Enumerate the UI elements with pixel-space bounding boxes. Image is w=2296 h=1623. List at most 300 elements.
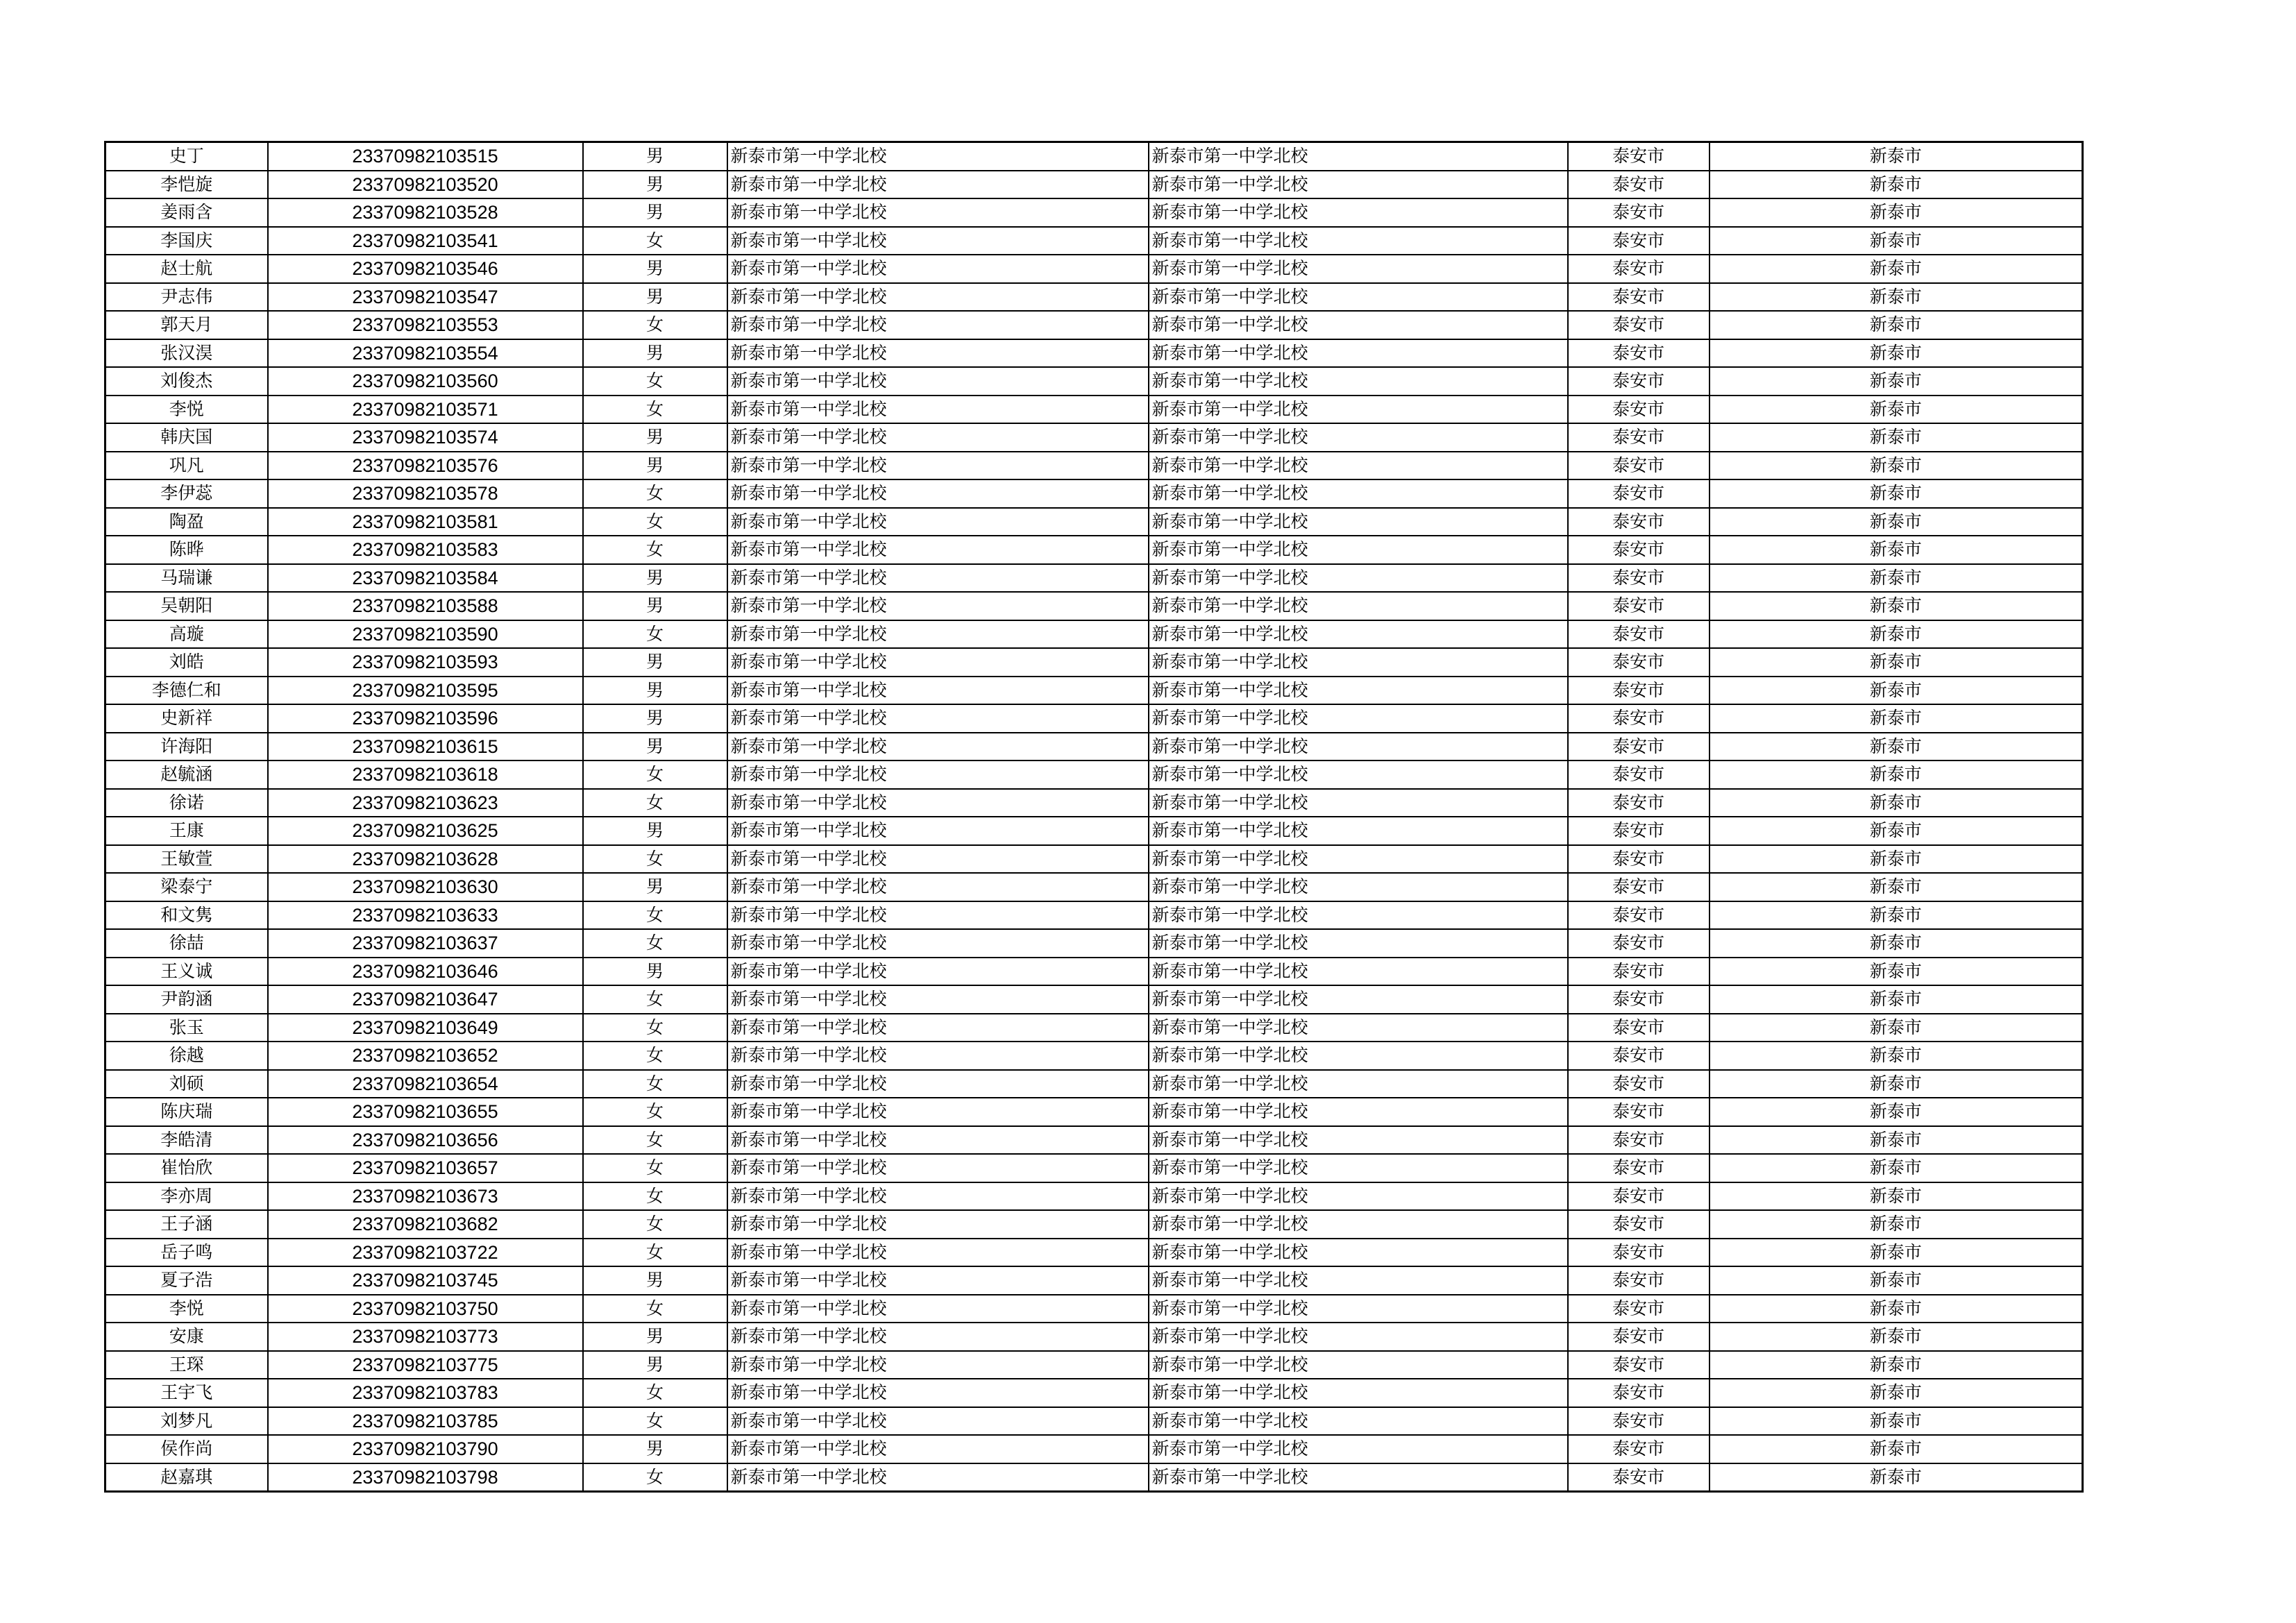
gender-cell: 男 [583,733,727,761]
exam-number-cell: 23370982103722 [268,1239,583,1267]
exam-site-cell: 新泰市第一中学北校 [1149,1407,1568,1436]
exam-site-cell: 新泰市第一中学北校 [1149,1070,1568,1098]
exam-site-cell: 新泰市第一中学北校 [1149,1154,1568,1182]
city-cell: 泰安市 [1568,1463,1710,1492]
exam-site-cell: 新泰市第一中学北校 [1149,452,1568,480]
table-row [105,901,2083,930]
table-row [105,564,2083,593]
county-cell: 新泰市 [1710,929,2083,958]
student-name-cell: 赵士航 [105,255,268,283]
student-name-cell: 王子涵 [105,1210,268,1239]
exam-number-cell: 23370982103630 [268,873,583,901]
gender-cell: 女 [583,1407,727,1436]
gender-cell: 女 [583,1070,727,1098]
exam-number-cell: 23370982103785 [268,1407,583,1436]
table-row [105,1463,2083,1492]
exam-number-cell: 23370982103618 [268,760,583,789]
table-row [105,817,2083,845]
exam-number-cell: 23370982103581 [268,508,583,536]
table-row [105,1182,2083,1211]
city-cell: 泰安市 [1568,452,1710,480]
city-cell: 泰安市 [1568,901,1710,930]
exam-number-cell: 23370982103584 [268,564,583,593]
school-cell: 新泰市第一中学北校 [727,929,1149,958]
exam-site-cell: 新泰市第一中学北校 [1149,929,1568,958]
exam-number-cell: 23370982103637 [268,929,583,958]
exam-site-cell: 新泰市第一中学北校 [1149,536,1568,564]
school-cell: 新泰市第一中学北校 [727,1463,1149,1492]
school-cell: 新泰市第一中学北校 [727,1435,1149,1463]
gender-cell: 女 [583,1182,727,1211]
gender-cell: 男 [583,452,727,480]
city-cell: 泰安市 [1568,873,1710,901]
table-row [105,1014,2083,1042]
exam-number-cell: 23370982103656 [268,1126,583,1155]
exam-number-cell: 23370982103654 [268,1070,583,1098]
county-cell: 新泰市 [1710,648,2083,677]
county-cell: 新泰市 [1710,620,2083,649]
exam-site-cell: 新泰市第一中学北校 [1149,1463,1568,1492]
school-cell: 新泰市第一中学北校 [727,1154,1149,1182]
table-row [105,929,2083,958]
exam-number-cell: 23370982103682 [268,1210,583,1239]
gender-cell: 男 [583,283,727,312]
exam-number-cell: 23370982103625 [268,817,583,845]
gender-cell: 男 [583,873,727,901]
table-row [105,423,2083,452]
exam-site-cell: 新泰市第一中学北校 [1149,1323,1568,1351]
gender-cell: 男 [583,255,727,283]
school-cell: 新泰市第一中学北校 [727,536,1149,564]
table-row [105,1042,2083,1070]
table-row [105,1154,2083,1182]
city-cell: 泰安市 [1568,339,1710,368]
city-cell: 泰安市 [1568,1182,1710,1211]
county-cell: 新泰市 [1710,479,2083,508]
exam-site-cell: 新泰市第一中学北校 [1149,171,1568,199]
county-cell: 新泰市 [1710,704,2083,733]
school-cell: 新泰市第一中学北校 [727,1323,1149,1351]
school-cell: 新泰市第一中学北校 [727,901,1149,930]
county-cell: 新泰市 [1710,339,2083,368]
city-cell: 泰安市 [1568,1014,1710,1042]
gender-cell: 女 [583,367,727,396]
student-name-cell: 李悦 [105,1295,268,1323]
school-cell: 新泰市第一中学北校 [727,620,1149,649]
table-row [105,452,2083,480]
county-cell: 新泰市 [1710,367,2083,396]
table-row [105,198,2083,227]
city-cell: 泰安市 [1568,1266,1710,1295]
table-row [105,1435,2083,1463]
table-row [105,367,2083,396]
student-name-cell: 吴朝阳 [105,592,268,620]
school-cell: 新泰市第一中学北校 [727,704,1149,733]
city-cell: 泰安市 [1568,1435,1710,1463]
school-cell: 新泰市第一中学北校 [727,171,1149,199]
city-cell: 泰安市 [1568,367,1710,396]
table-row [105,1295,2083,1323]
school-cell: 新泰市第一中学北校 [727,311,1149,339]
student-name-cell: 陶盈 [105,508,268,536]
city-cell: 泰安市 [1568,845,1710,874]
student-name-cell: 巩凡 [105,452,268,480]
table-row [105,1070,2083,1098]
table-row [105,255,2083,283]
school-cell: 新泰市第一中学北校 [727,1379,1149,1407]
school-cell: 新泰市第一中学北校 [727,479,1149,508]
school-cell: 新泰市第一中学北校 [727,1351,1149,1379]
exam-site-cell: 新泰市第一中学北校 [1149,423,1568,452]
exam-number-cell: 23370982103628 [268,845,583,874]
gender-cell: 女 [583,789,727,817]
student-name-cell: 许海阳 [105,733,268,761]
gender-cell: 男 [583,704,727,733]
city-cell: 泰安市 [1568,396,1710,424]
gender-cell: 男 [583,1266,727,1295]
school-cell: 新泰市第一中学北校 [727,1407,1149,1436]
exam-number-cell: 23370982103775 [268,1351,583,1379]
exam-number-cell: 23370982103571 [268,396,583,424]
table-row [105,985,2083,1014]
city-cell: 泰安市 [1568,704,1710,733]
county-cell: 新泰市 [1710,396,2083,424]
county-cell: 新泰市 [1710,1154,2083,1182]
table-row [105,958,2083,986]
city-cell: 泰安市 [1568,1042,1710,1070]
county-cell: 新泰市 [1710,1126,2083,1155]
table-row [105,283,2083,312]
county-cell: 新泰市 [1710,255,2083,283]
exam-number-cell: 23370982103798 [268,1463,583,1492]
table-row [105,1266,2083,1295]
county-cell: 新泰市 [1710,789,2083,817]
exam-number-cell: 23370982103528 [268,198,583,227]
exam-number-cell: 23370982103553 [268,311,583,339]
student-name-cell: 徐诺 [105,789,268,817]
exam-site-cell: 新泰市第一中学北校 [1149,985,1568,1014]
gender-cell: 女 [583,1126,727,1155]
exam-site-cell: 新泰市第一中学北校 [1149,677,1568,705]
student-name-cell: 李伊蕊 [105,479,268,508]
city-cell: 泰安市 [1568,1295,1710,1323]
county-cell: 新泰市 [1710,1014,2083,1042]
school-cell: 新泰市第一中学北校 [727,283,1149,312]
student-name-cell: 史新祥 [105,704,268,733]
student-name-cell: 李恺旋 [105,171,268,199]
city-cell: 泰安市 [1568,311,1710,339]
exam-number-cell: 23370982103652 [268,1042,583,1070]
school-cell: 新泰市第一中学北校 [727,648,1149,677]
school-cell: 新泰市第一中学北校 [727,873,1149,901]
gender-cell: 男 [583,648,727,677]
student-name-cell: 郭天月 [105,311,268,339]
school-cell: 新泰市第一中学北校 [727,452,1149,480]
table-row [105,1098,2083,1126]
table-row [105,1379,2083,1407]
county-cell: 新泰市 [1710,452,2083,480]
gender-cell: 女 [583,1463,727,1492]
student-name-cell: 刘梦凡 [105,1407,268,1436]
school-cell: 新泰市第一中学北校 [727,423,1149,452]
city-cell: 泰安市 [1568,760,1710,789]
school-cell: 新泰市第一中学北校 [727,255,1149,283]
city-cell: 泰安市 [1568,171,1710,199]
table-row [105,171,2083,199]
county-cell: 新泰市 [1710,283,2083,312]
city-cell: 泰安市 [1568,198,1710,227]
city-cell: 泰安市 [1568,1323,1710,1351]
exam-number-cell: 23370982103515 [268,142,583,171]
table-row [105,339,2083,368]
exam-site-cell: 新泰市第一中学北校 [1149,142,1568,171]
school-cell: 新泰市第一中学北校 [727,396,1149,424]
city-cell: 泰安市 [1568,1239,1710,1267]
city-cell: 泰安市 [1568,479,1710,508]
gender-cell: 男 [583,339,727,368]
gender-cell: 男 [583,423,727,452]
student-name-cell: 陈晔 [105,536,268,564]
student-name-cell: 李亦周 [105,1182,268,1211]
gender-cell: 女 [583,227,727,255]
school-cell: 新泰市第一中学北校 [727,677,1149,705]
student-name-cell: 王琛 [105,1351,268,1379]
city-cell: 泰安市 [1568,789,1710,817]
exam-number-cell: 23370982103590 [268,620,583,649]
student-name-cell: 徐喆 [105,929,268,958]
school-cell: 新泰市第一中学北校 [727,564,1149,593]
exam-site-cell: 新泰市第一中学北校 [1149,1266,1568,1295]
exam-number-cell: 23370982103750 [268,1295,583,1323]
exam-number-cell: 23370982103546 [268,255,583,283]
gender-cell: 女 [583,1014,727,1042]
table-row [105,142,2083,171]
county-cell: 新泰市 [1710,733,2083,761]
city-cell: 泰安市 [1568,817,1710,845]
table-row [105,648,2083,677]
city-cell: 泰安市 [1568,1379,1710,1407]
table-row [105,704,2083,733]
exam-number-cell: 23370982103574 [268,423,583,452]
gender-cell: 男 [583,592,727,620]
county-cell: 新泰市 [1710,1266,2083,1295]
exam-site-cell: 新泰市第一中学北校 [1149,283,1568,312]
exam-number-cell: 23370982103633 [268,901,583,930]
table-row [105,1239,2083,1267]
school-cell: 新泰市第一中学北校 [727,339,1149,368]
student-name-cell: 史丁 [105,142,268,171]
county-cell: 新泰市 [1710,1070,2083,1098]
student-name-cell: 张玉 [105,1014,268,1042]
table-row [105,1323,2083,1351]
exam-site-cell: 新泰市第一中学北校 [1149,311,1568,339]
student-name-cell: 高璇 [105,620,268,649]
exam-number-cell: 23370982103646 [268,958,583,986]
exam-site-cell: 新泰市第一中学北校 [1149,1014,1568,1042]
table-row [105,508,2083,536]
exam-number-cell: 23370982103595 [268,677,583,705]
county-cell: 新泰市 [1710,536,2083,564]
exam-site-cell: 新泰市第一中学北校 [1149,760,1568,789]
student-name-cell: 安康 [105,1323,268,1351]
exam-site-cell: 新泰市第一中学北校 [1149,1351,1568,1379]
table-row [105,620,2083,649]
exam-site-cell: 新泰市第一中学北校 [1149,845,1568,874]
gender-cell: 女 [583,901,727,930]
school-cell: 新泰市第一中学北校 [727,227,1149,255]
city-cell: 泰安市 [1568,648,1710,677]
student-name-cell: 赵嘉琪 [105,1463,268,1492]
exam-site-cell: 新泰市第一中学北校 [1149,873,1568,901]
exam-site-cell: 新泰市第一中学北校 [1149,733,1568,761]
exam-site-cell: 新泰市第一中学北校 [1149,958,1568,986]
roster-body [105,142,2083,1492]
school-cell: 新泰市第一中学北校 [727,1239,1149,1267]
table-row [105,227,2083,255]
county-cell: 新泰市 [1710,1351,2083,1379]
city-cell: 泰安市 [1568,958,1710,986]
exam-site-cell: 新泰市第一中学北校 [1149,508,1568,536]
school-cell: 新泰市第一中学北校 [727,1070,1149,1098]
exam-number-cell: 23370982103623 [268,789,583,817]
exam-number-cell: 23370982103647 [268,985,583,1014]
gender-cell: 女 [583,536,727,564]
student-name-cell: 王义诚 [105,958,268,986]
school-cell: 新泰市第一中学北校 [727,1210,1149,1239]
student-name-cell: 王康 [105,817,268,845]
gender-cell: 女 [583,311,727,339]
table-row [105,479,2083,508]
county-cell: 新泰市 [1710,592,2083,620]
exam-site-cell: 新泰市第一中学北校 [1149,901,1568,930]
exam-number-cell: 23370982103615 [268,733,583,761]
table-row [105,396,2083,424]
gender-cell: 男 [583,171,727,199]
school-cell: 新泰市第一中学北校 [727,817,1149,845]
exam-site-cell: 新泰市第一中学北校 [1149,592,1568,620]
student-name-cell: 刘硕 [105,1070,268,1098]
gender-cell: 男 [583,958,727,986]
exam-site-cell: 新泰市第一中学北校 [1149,396,1568,424]
gender-cell: 男 [583,198,727,227]
county-cell: 新泰市 [1710,1098,2083,1126]
table-row [105,789,2083,817]
exam-number-cell: 23370982103657 [268,1154,583,1182]
exam-number-cell: 23370982103596 [268,704,583,733]
student-name-cell: 刘俊杰 [105,367,268,396]
school-cell: 新泰市第一中学北校 [727,789,1149,817]
gender-cell: 男 [583,677,727,705]
county-cell: 新泰市 [1710,1210,2083,1239]
exam-number-cell: 23370982103588 [268,592,583,620]
school-cell: 新泰市第一中学北校 [727,198,1149,227]
city-cell: 泰安市 [1568,1351,1710,1379]
city-cell: 泰安市 [1568,423,1710,452]
student-name-cell: 梁泰宁 [105,873,268,901]
county-cell: 新泰市 [1710,1239,2083,1267]
gender-cell: 女 [583,479,727,508]
county-cell: 新泰市 [1710,1379,2083,1407]
exam-site-cell: 新泰市第一中学北校 [1149,1042,1568,1070]
county-cell: 新泰市 [1710,171,2083,199]
exam-number-cell: 23370982103554 [268,339,583,368]
gender-cell: 男 [583,1435,727,1463]
city-cell: 泰安市 [1568,1210,1710,1239]
exam-site-cell: 新泰市第一中学北校 [1149,227,1568,255]
exam-number-cell: 23370982103541 [268,227,583,255]
table-row [105,873,2083,901]
student-name-cell: 王宇飞 [105,1379,268,1407]
student-name-cell: 王敏萱 [105,845,268,874]
student-name-cell: 尹韵涵 [105,985,268,1014]
gender-cell: 女 [583,396,727,424]
student-name-cell: 赵毓涵 [105,760,268,789]
student-name-cell: 尹志伟 [105,283,268,312]
school-cell: 新泰市第一中学北校 [727,1266,1149,1295]
county-cell: 新泰市 [1710,760,2083,789]
table-row [105,1126,2083,1155]
county-cell: 新泰市 [1710,423,2083,452]
exam-site-cell: 新泰市第一中学北校 [1149,817,1568,845]
exam-site-cell: 新泰市第一中学北校 [1149,339,1568,368]
school-cell: 新泰市第一中学北校 [727,1182,1149,1211]
county-cell: 新泰市 [1710,873,2083,901]
student-name-cell: 和文隽 [105,901,268,930]
gender-cell: 男 [583,142,727,171]
school-cell: 新泰市第一中学北校 [727,733,1149,761]
student-name-cell: 张汉淏 [105,339,268,368]
student-name-cell: 李悦 [105,396,268,424]
table-row [105,733,2083,761]
city-cell: 泰安市 [1568,142,1710,171]
city-cell: 泰安市 [1568,508,1710,536]
city-cell: 泰安市 [1568,733,1710,761]
county-cell: 新泰市 [1710,198,2083,227]
exam-number-cell: 23370982103520 [268,171,583,199]
exam-number-cell: 23370982103593 [268,648,583,677]
exam-number-cell: 23370982103790 [268,1435,583,1463]
exam-site-cell: 新泰市第一中学北校 [1149,564,1568,593]
county-cell: 新泰市 [1710,817,2083,845]
student-name-cell: 韩庆国 [105,423,268,452]
gender-cell: 女 [583,1154,727,1182]
student-name-cell: 姜雨含 [105,198,268,227]
table-row [105,1210,2083,1239]
gender-cell: 女 [583,1098,727,1126]
gender-cell: 女 [583,1239,727,1267]
county-cell: 新泰市 [1710,1407,2083,1436]
gender-cell: 女 [583,1210,727,1239]
county-cell: 新泰市 [1710,142,2083,171]
school-cell: 新泰市第一中学北校 [727,367,1149,396]
table-row [105,536,2083,564]
exam-number-cell: 23370982103673 [268,1182,583,1211]
exam-site-cell: 新泰市第一中学北校 [1149,1182,1568,1211]
city-cell: 泰安市 [1568,564,1710,593]
county-cell: 新泰市 [1710,985,2083,1014]
city-cell: 泰安市 [1568,620,1710,649]
student-name-cell: 李国庆 [105,227,268,255]
county-cell: 新泰市 [1710,1323,2083,1351]
table-row [105,760,2083,789]
gender-cell: 女 [583,1379,727,1407]
student-name-cell: 李皓清 [105,1126,268,1155]
school-cell: 新泰市第一中学北校 [727,845,1149,874]
gender-cell: 女 [583,985,727,1014]
school-cell: 新泰市第一中学北校 [727,142,1149,171]
school-cell: 新泰市第一中学北校 [727,760,1149,789]
exam-number-cell: 23370982103655 [268,1098,583,1126]
